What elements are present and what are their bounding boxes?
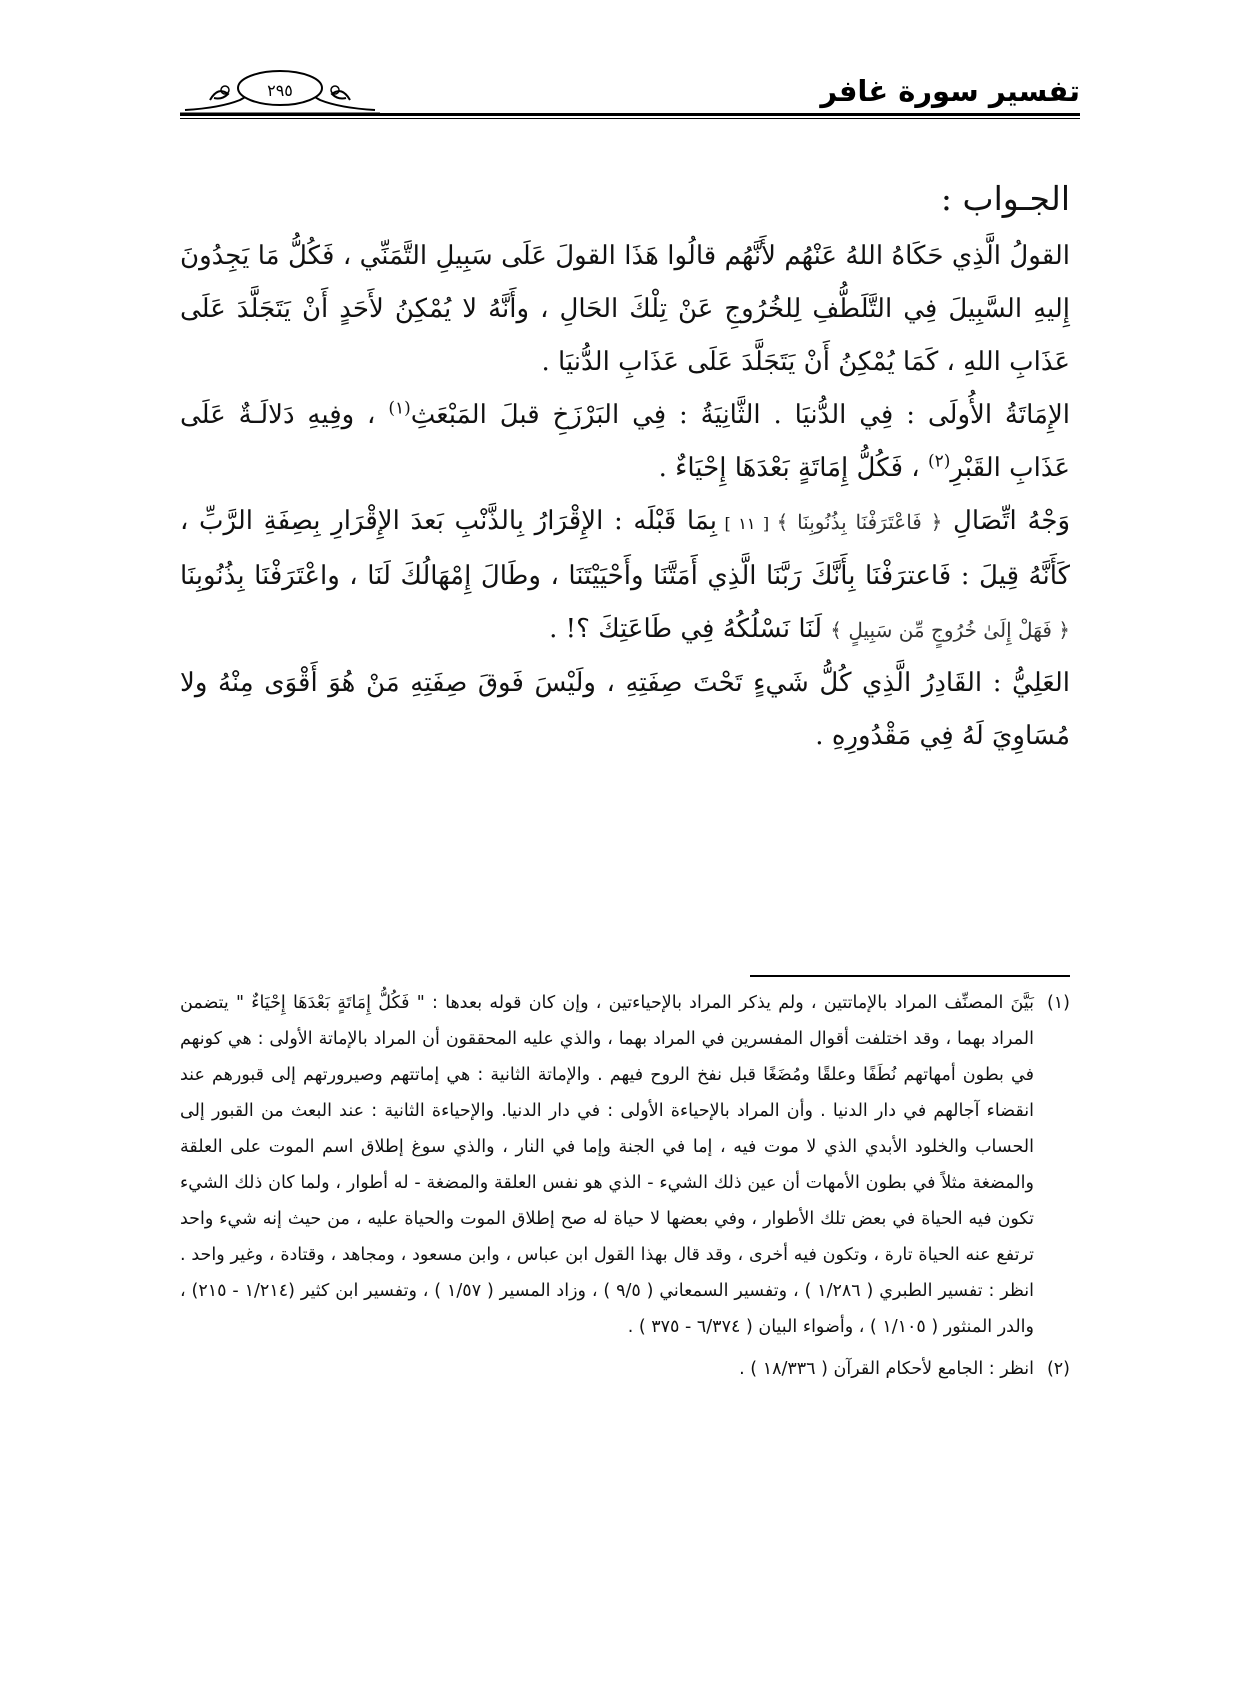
paragraph-3-text-c: لَنَا نَسْلُكُهُ فِي طَاعَتِكَ ؟! . [549,614,831,644]
paragraph-2 [180,389,1070,495]
quran-verse-1: ﴿ فَاعْتَرَفْنَا بِذُنُوبِنَا ﴾ [776,510,943,534]
paragraph-2-text-b: ، وفِيهِ دَلالَـةٌ عَلَى عَذَابِ القَبْرِ [180,400,1070,483]
answer-heading: الجـواب : [940,179,1070,218]
footnotes [180,985,1070,1387]
page-title: تفسير سورة غافر [820,74,1080,108]
footnote-ref-2[interactable]: (٢) [927,451,951,472]
page-number: ٢٩٥ [267,81,293,100]
main-text [180,168,1070,763]
header-rule-thin [180,118,1080,119]
footnote-1-number: (١) [1046,993,1070,1013]
quran-verse-2: ﴿ فَهَلْ إِلَىٰ خُرُوجٍ مِّن سَبِيلٍ ﴾ [830,618,1070,642]
footnote-ref-1[interactable]: (١) [388,398,411,419]
paragraph-2-text-a: الإِمَاتَةُ الأُولَى : فِي الدُّنيَا . الثَّانِيَةُ : فِي البَرْزَخِ قبلَ المَبْعَثِ [410,400,1070,430]
footnote-2-number: (٢) [1046,1359,1070,1379]
verse-reference: [ ١١ ] [717,514,777,533]
page-header [180,60,1080,120]
header-rule [180,113,1080,116]
footnote-separator [750,975,1070,977]
footnote-1 [180,985,1070,1345]
paragraph-3-text-a: وَجْهُ اتِّصَالِ [942,506,1071,536]
paragraph-3-text-b: بِمَا قَبْلَه : الإِقْرَارُ بِالذَّنْبِ بَعدَ الإِقْرَارِ بِصِفَةِ الرَّبِّ ، كَأَنَّهُ قِيلَ : فَاعترَفْنَا بِأَنَّكَ رَبَّنَا الَّذِي أَمَتَّنَا وأَحْيَيْتَنَا ، وطَالَ إِمْهَالُكَ لَنَا ، واعْتَرَفْنَا بِذُنُوبِنَا [180,506,1070,591]
paragraph-4: العَلِيُّ : القَادِرُ الَّذِي كُلُّ شَيءٍ تَحْتَ صِفَتِهِ ، ولَيْسَ فَوقَ صِفَتِهِ مَنْ هُوَ أَقْوَى مِنْهُ ولا مُسَاوِيَ لَهُ فِي مَقْدُورِهِ . [180,668,1070,751]
paragraph-3 [180,495,1070,657]
footnote-2 [180,1351,1070,1387]
footnote-2-text: انظر : الجامع لأحكام القرآن ( ١٨/٣٣٦ ) . [739,1359,1034,1379]
paragraph-2-text-c: ، فَكُلُّ إِمَاتَةٍ بَعْدَهَا إِحْيَاءٌ . [658,453,928,483]
footnote-1-text: بَيَّنَ المصنِّف المراد بالإماتتين ، ولم يذكر المراد بالإحياءتين ، وإن كان قوله بعدها : " فَكُلُّ إِمَاتَةٍ بَعْدَهَا إِحْيَاءٌ " يتضمن المراد بهما ، وقد اختلفت أقوال المفسرين في المراد بهما ، والذي عليه المحققون أن المراد بالإماتة الأولى : هي كونهم في بطون أمهاتهم نُطَفًا وعلقًا ومُضَغًا قبل نفخ الروح فيهم . والإماتة الثانية : هي إماتتهم وصيرورتهم إلى قبورهم عند انقضاء آجالهم في دار الدنيا . وأن المراد بالإحياءة الأولى : في دار الدنيا. والإحياءة الثانية : عند البعث من القبور إلى الحساب والخلود الأبدي الذي لا موت فيه ، إما في الجنة وإما في النار ، والذي سوغ إطلاق اسم الموت على العلقة والمضغة مثلاً في بطون الأمهات أن عين ذلك الشيء - الذي هو نفس العلقة والمضغة - له أطوار ، ولما كان ذلك الشيء تكون فيه الحياة في بعض تلك الأطوار ، وفي بعضها لا حياة له صح إطلاق الموت والحياة عليه ، من حيث إنه شيء واحد ترتفع عنه الحياة تارة ، وتكون فيه أخرى ، وقد قال بهذا القول ابن عباس ، وابن مسعود ، ومجاهد ، وقتادة ، وغير واحد . انظر : تفسير الطبري ( ١/٢٨٦ ) ، وتفسير السمعاني ( ٩/٥ ) ، وزاد المسير ( ١/٥٧ ) ، وتفسير ابن كثير (١/٢١٤ - ٢١٥) ، والدر المنثور ( ١/١٠٥ ) ، وأضواء البيان ( ٦/٣٧٤ - ٣٧٥ ) . [180,993,1034,1337]
paragraph-1: القولُ الَّذِي حَكَاهُ اللهُ عَنْهُم لأَنَّهُم قالُوا هَذَا القولَ عَلَى سَبِيلِ التَّمَنِّي ، فَكُلُّ مَا يَجِدُونَ إِليهِ السَّبِيلَ فِي التَّلَطُّفِ لِلخُرُوجِ عَنْ تِلْكَ الحَالِ ، وأَنَّهُ لا يُمْكِنُ لأَحَدٍ أَنْ يَتَجَلَّدَ عَلَى عَذَابِ اللهِ ، كَمَا يُمْكِنُ أَنْ يَتَجَلَّدَ عَلَى عَذَابِ الدُّنيَا . [180,241,1070,377]
